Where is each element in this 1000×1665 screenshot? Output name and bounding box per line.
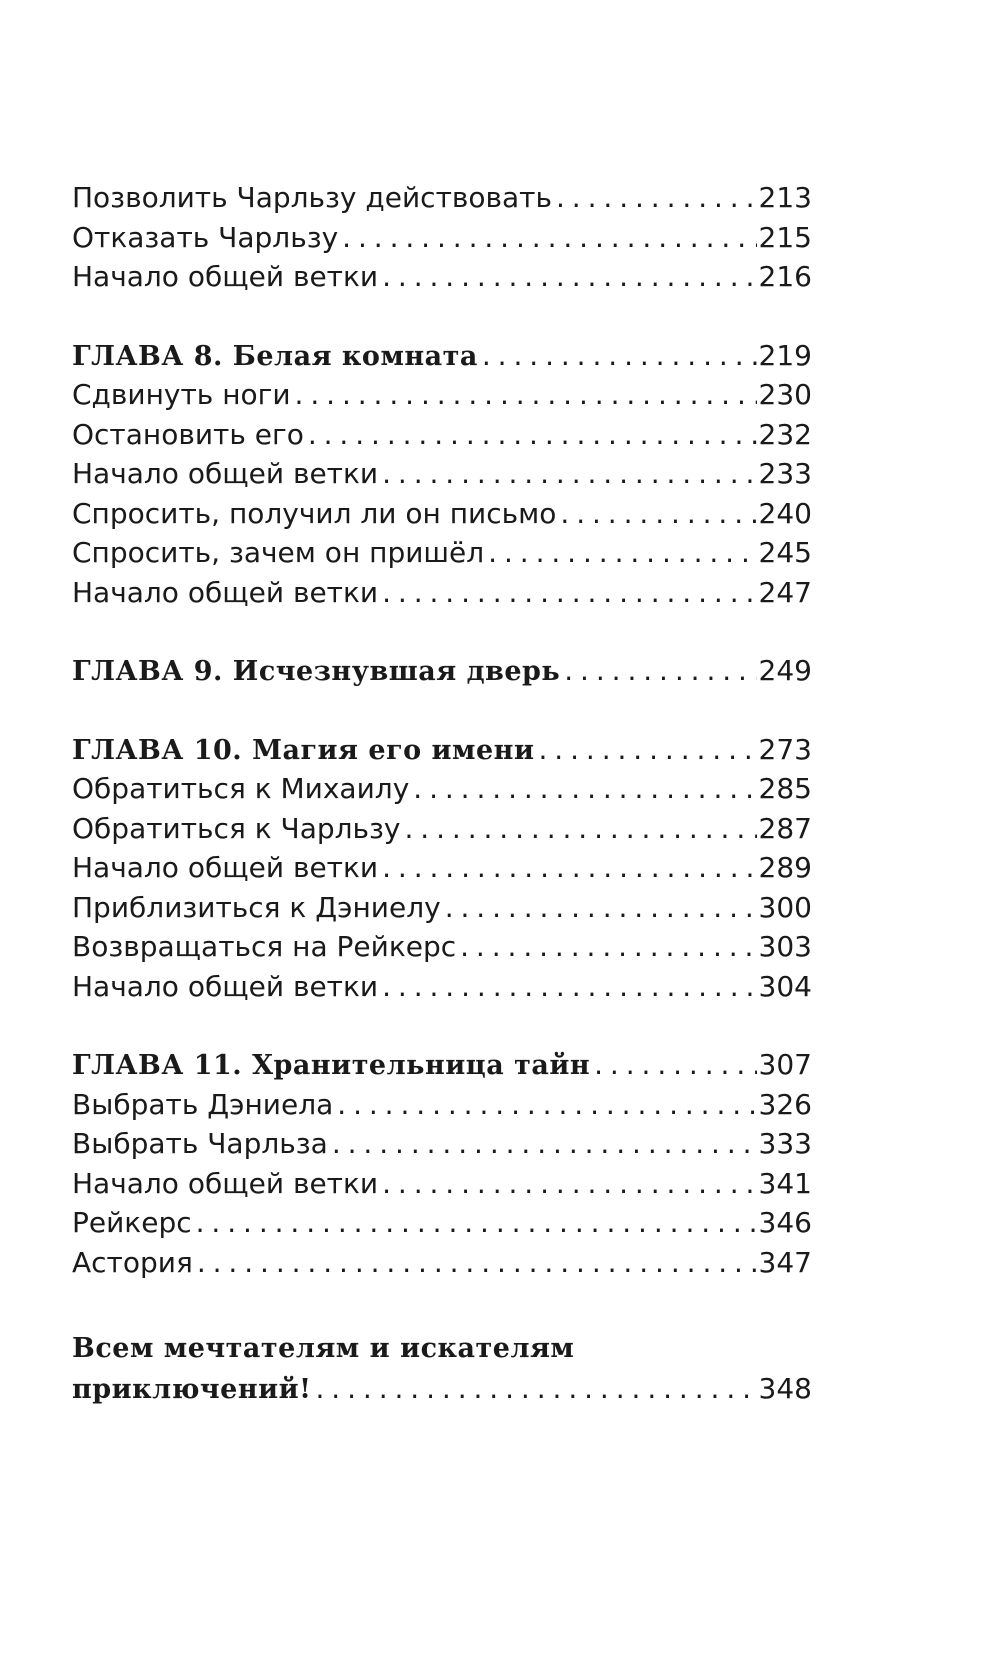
chapter-page: 219 (758, 338, 812, 372)
toc-final-entry[interactable] (72, 1369, 812, 1409)
toc-entry-title: Астория (72, 1245, 193, 1279)
toc-entry[interactable] (72, 1164, 812, 1204)
toc-dot-leader (382, 573, 756, 613)
toc-chapter-heading[interactable] (72, 730, 812, 770)
chapter-title: ГЛАВА 11. Хранительница тайн (72, 1050, 591, 1081)
toc-entry-page: 333 (758, 1127, 812, 1160)
toc-entry[interactable] (72, 178, 812, 218)
toc-dot-leader (405, 809, 757, 849)
toc-entry[interactable] (72, 454, 812, 494)
toc-entry[interactable] (72, 494, 812, 534)
toc-entry-title: Обратиться к Чарльзу (72, 811, 401, 845)
toc-entry[interactable] (72, 375, 812, 415)
toc-entry[interactable] (72, 809, 812, 849)
toc-entry-page: 287 (758, 811, 812, 845)
toc-entry-title: Начало общей ветки (72, 969, 379, 1003)
toc-chapter-heading[interactable] (72, 336, 812, 376)
toc-dot-leader (308, 415, 757, 455)
toc-entry-title: Сдвинуть ноги (72, 378, 291, 411)
final-title-line1[interactable]: Всем мечтателям и искателям (72, 1333, 575, 1364)
toc-entry-page: 285 (758, 772, 812, 805)
toc-entry-title: Начало общей ветки (72, 1166, 379, 1200)
toc-entry-title: Обратиться к Михаилу (72, 772, 410, 805)
toc-entry[interactable] (72, 967, 812, 1007)
toc-entry[interactable] (72, 888, 812, 928)
table-of-contents (72, 178, 812, 1408)
toc-entry-title: Начало общей ветки (72, 260, 379, 293)
toc-entry-page: 216 (758, 260, 812, 293)
toc-entry-page: 303 (758, 930, 812, 963)
toc-dot-leader (560, 494, 756, 534)
toc-dot-leader (342, 218, 756, 258)
toc-entry[interactable] (72, 1124, 812, 1164)
final-page: 348 (758, 1371, 812, 1405)
toc-entry[interactable] (72, 769, 812, 809)
toc-entry-page: 304 (758, 969, 812, 1003)
toc-entry-title: Начало общей ветки (72, 457, 379, 490)
toc-entry-page: 215 (758, 220, 812, 254)
toc-dot-leader (295, 375, 757, 415)
toc-entry[interactable] (72, 257, 812, 297)
toc-entry[interactable] (72, 533, 812, 573)
toc-entry-title: Спросить, получил ли он письмо (72, 496, 557, 530)
toc-dot-leader (538, 730, 756, 770)
toc-entry[interactable] (72, 573, 812, 613)
toc-entry-page: 347 (758, 1245, 812, 1279)
toc-entry-title: Выбрать Дэниела (72, 1087, 334, 1121)
toc-entry-page: 247 (758, 575, 812, 609)
toc-entry[interactable] (72, 1203, 812, 1243)
toc-dot-leader (316, 1369, 757, 1409)
section-gap (72, 1006, 812, 1045)
chapter-title: ГЛАВА 9. Исчезнувшая дверь (72, 656, 561, 687)
section-gap (72, 1282, 812, 1321)
toc-entry-title: Возвращаться на Рейкерс (72, 930, 457, 963)
toc-entry-page: 232 (758, 417, 812, 451)
toc-entry-title: Остановить его (72, 417, 304, 451)
toc-dot-leader (382, 967, 756, 1007)
toc-entry-page: 245 (758, 536, 812, 569)
toc-entry[interactable] (72, 927, 812, 967)
toc-entry-title: Рейкерс (72, 1206, 192, 1239)
toc-dot-leader (382, 257, 756, 297)
toc-dot-leader (382, 454, 756, 494)
toc-entry-title: Начало общей ветки (72, 851, 379, 884)
chapter-title: ГЛАВА 8. Белая комната (72, 340, 478, 372)
toc-entry-page: 240 (758, 496, 812, 530)
toc-entry-page: 326 (758, 1087, 812, 1121)
chapter-page: 307 (758, 1048, 812, 1081)
toc-chapter-heading[interactable] (72, 651, 812, 691)
toc-entry[interactable] (72, 848, 812, 888)
toc-entry-title: Начало общей ветки (72, 575, 379, 609)
toc-entry[interactable] (72, 1085, 812, 1125)
toc-entry-page: 289 (758, 851, 812, 884)
toc-dot-leader (460, 927, 756, 967)
toc-dot-leader (382, 1164, 756, 1204)
section-gap (72, 612, 812, 651)
section-gap (72, 297, 812, 336)
toc-entry-page: 341 (758, 1166, 812, 1200)
toc-dot-leader (196, 1203, 757, 1243)
toc-entry[interactable] (72, 218, 812, 258)
toc-entry[interactable] (72, 415, 812, 455)
toc-entry-page: 213 (758, 181, 812, 214)
toc-chapter-heading[interactable] (72, 1045, 812, 1085)
toc-dot-leader (564, 651, 756, 691)
toc-entry[interactable] (72, 1243, 812, 1283)
chapter-page: 249 (758, 654, 812, 687)
toc-entry-page: 233 (758, 457, 812, 490)
toc-dot-leader (337, 1085, 756, 1125)
toc-entry-page: 300 (758, 890, 812, 924)
toc-dot-leader (482, 336, 757, 376)
toc-entry-page: 346 (758, 1206, 812, 1239)
section-gap (72, 691, 812, 730)
toc-dot-leader (556, 178, 757, 218)
toc-dot-leader (445, 888, 757, 928)
toc-dot-leader (413, 769, 756, 809)
toc-entry-title: Выбрать Чарльза (72, 1127, 328, 1160)
toc-entry-page: 230 (758, 378, 812, 411)
toc-entry-title: Отказать Чарльзу (72, 220, 339, 254)
toc-entry-title: Спросить, зачем он пришёл (72, 536, 485, 569)
toc-dot-leader (197, 1243, 757, 1283)
toc-entry-title: Позволить Чарльзу действовать (72, 181, 552, 214)
final-title-line2: приключений! (72, 1373, 312, 1405)
toc-dot-leader (332, 1124, 757, 1164)
toc-dot-leader (488, 533, 756, 573)
toc-dot-leader (594, 1045, 756, 1085)
section-gap (72, 1321, 812, 1329)
toc-entry-title: Приблизиться к Дэниелу (72, 890, 441, 924)
chapter-page: 273 (758, 732, 812, 766)
chapter-title: ГЛАВА 10. Магия его имени (72, 734, 535, 766)
toc-dot-leader (382, 848, 756, 888)
